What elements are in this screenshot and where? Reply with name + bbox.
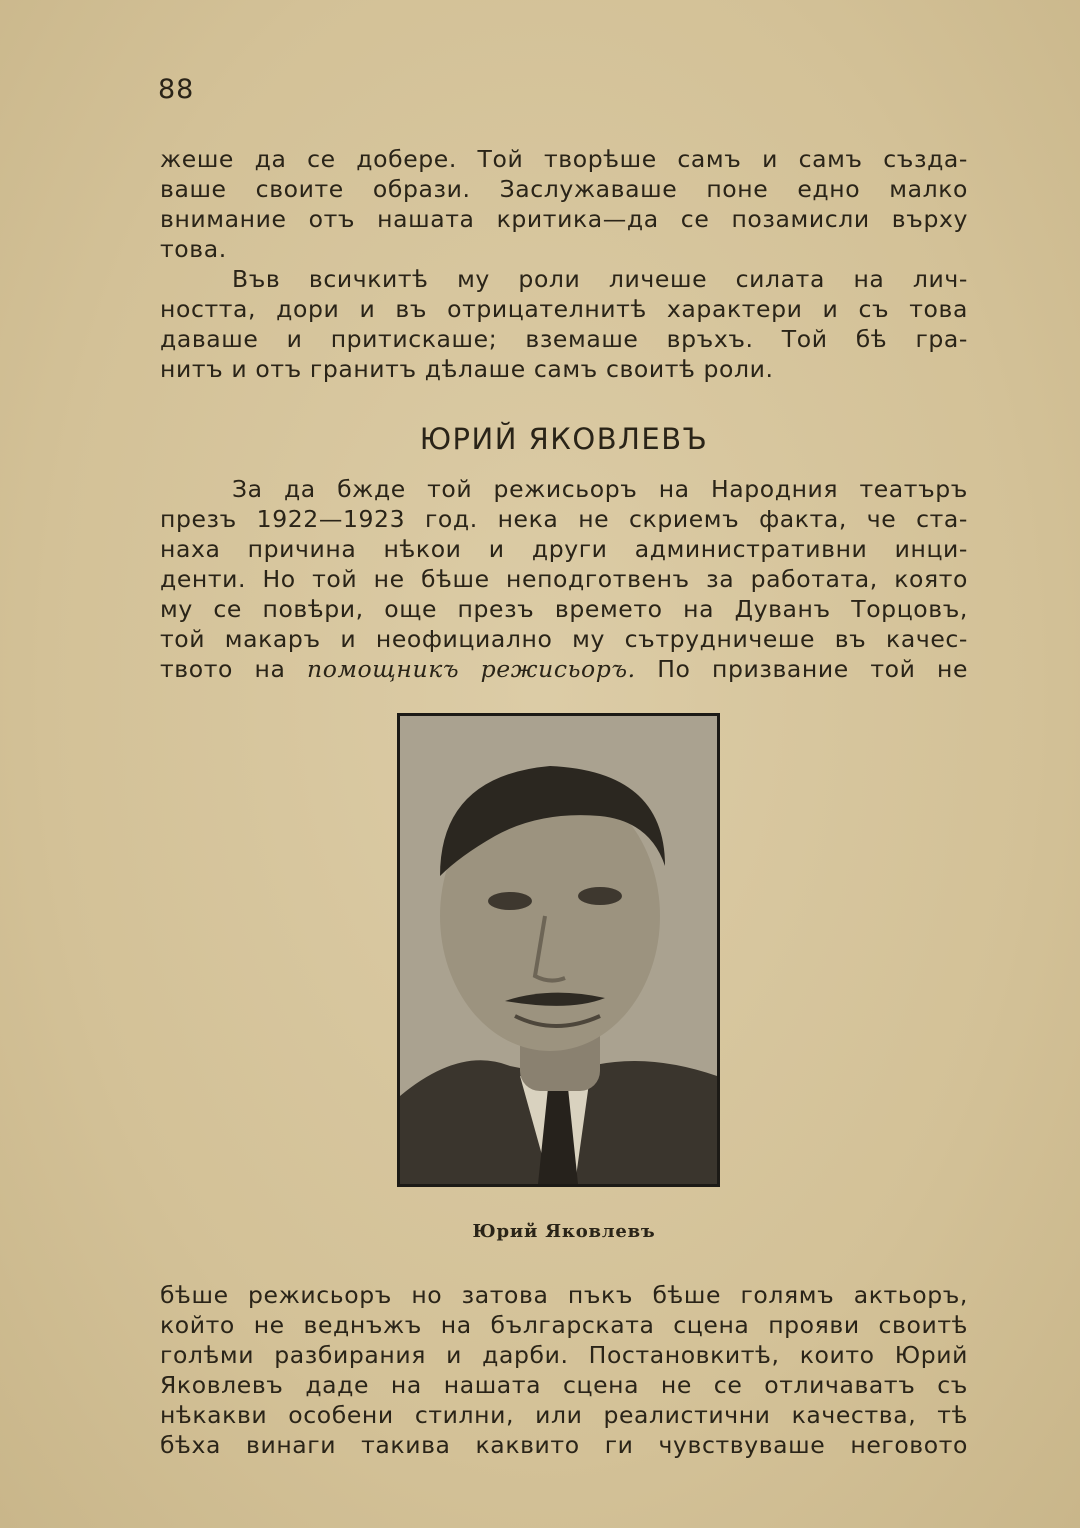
text-line: Яковлевъ даде на нашата сцена не се отличаватъ съ bbox=[160, 1371, 968, 1399]
right-eye bbox=[578, 887, 622, 905]
text-line: той макаръ и неофициално му сътрудничеше въ качес- bbox=[160, 625, 968, 653]
left-eye bbox=[488, 892, 532, 910]
portrait-photo bbox=[397, 713, 720, 1187]
paragraph-intro bbox=[160, 144, 968, 384]
text-line: жеше да се добере. Той творѣше самъ и самъ създа- bbox=[160, 145, 968, 173]
text-fragment: По призвание той не bbox=[635, 655, 968, 683]
text-line: ваше своите образи. Заслужаваше поне едно малко bbox=[160, 175, 968, 203]
text-line: това. bbox=[160, 235, 227, 263]
page-number: 88 bbox=[158, 74, 195, 105]
text-fragment: твото на bbox=[160, 655, 307, 683]
text-line: ността, дори и въ отрицателнитѣ характери и съ това bbox=[160, 295, 968, 323]
italic-phrase: помощникъ режисьоръ. bbox=[306, 655, 636, 683]
portrait-illustration bbox=[400, 716, 717, 1184]
text-line: който не веднъжъ на българската сцена прояви своитѣ bbox=[160, 1311, 968, 1339]
text-line: За да бжде той режисьоръ на Народния театъръ bbox=[232, 475, 968, 503]
photo-caption: Юрий Яковлевъ bbox=[472, 1221, 656, 1242]
text-line-with-italic bbox=[160, 654, 968, 684]
text-line: даваше и притискаше; вземаше връхъ. Той бѣ гра- bbox=[160, 325, 968, 353]
text-line: му се повѣри, още презъ времето на Дуванъ Торцовъ, bbox=[160, 595, 968, 623]
text-line: денти. Но той не бѣше неподготвенъ за работата, която bbox=[160, 565, 968, 593]
text-line: бѣше режисьоръ но затова пъкъ бѣше голямъ актьоръ, bbox=[160, 1281, 968, 1309]
paragraph-main bbox=[160, 474, 968, 684]
paragraph-continued bbox=[160, 1280, 968, 1460]
text-line: наха причина нѣкои и други административни инци- bbox=[160, 535, 968, 563]
text-line: голѣми разбирания и дарби. Постановкитѣ, които Юрий bbox=[160, 1341, 968, 1369]
text-line: бѣха винаги такива каквито ги чувствуваше неговото bbox=[160, 1431, 968, 1459]
text-line: нитъ и отъ гранитъ дѣлаше самъ своитѣ роли. bbox=[160, 355, 774, 383]
text-line: Във всичкитѣ му роли личеше силата на лич- bbox=[232, 265, 968, 293]
text-line: презъ 1922—1923 год. нека не скриемъ факта, че ста- bbox=[160, 505, 968, 533]
text-line: внимание отъ нашата критика—да се позамисли върху bbox=[160, 205, 968, 233]
text-line: нѣкакви особени стилни, или реалистични качества, тѣ bbox=[160, 1401, 968, 1429]
section-heading: ЮРИЙ ЯКОВЛЕВЪ bbox=[419, 422, 709, 456]
